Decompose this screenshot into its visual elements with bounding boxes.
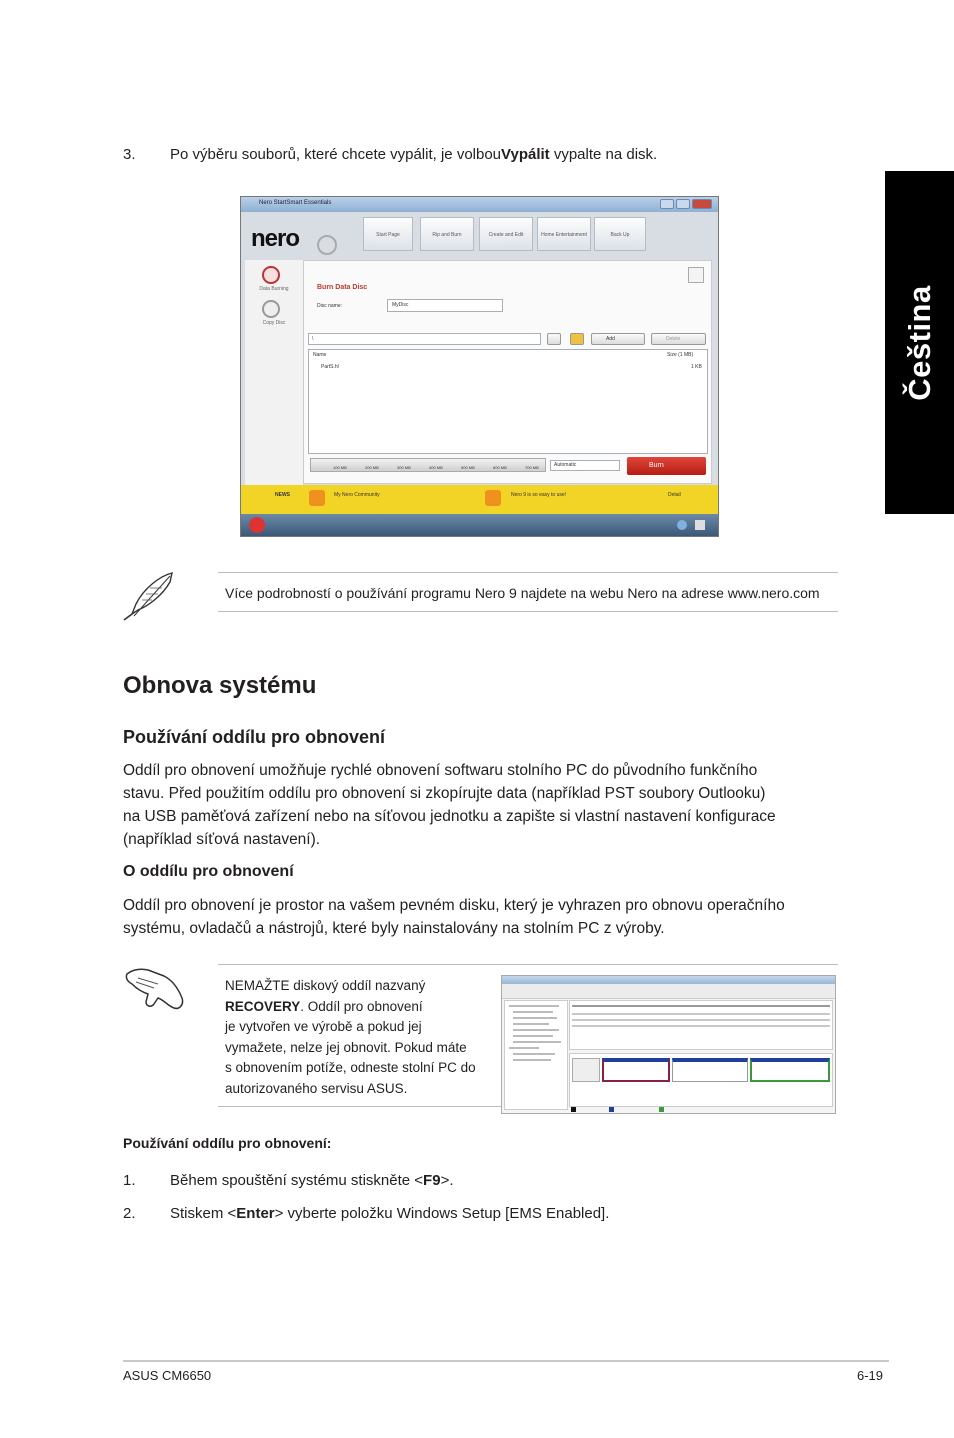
about-paragraph: [123, 894, 785, 940]
close-icon: [692, 199, 712, 209]
warning-hand-icon: [124, 962, 186, 1012]
step-text: Během spouštění systému stiskněte <F9>.: [170, 1172, 454, 1189]
step-number: 3.: [123, 146, 136, 163]
nero-news-bar: [241, 485, 718, 514]
folder-icon: [570, 333, 584, 345]
ruler-tick: 600 MB: [493, 465, 507, 470]
ruler-tick: 100 MB: [333, 465, 347, 470]
nero-screenshot: [240, 196, 719, 537]
paragraph-line: stavu. Před použitím oddílu pro obnovení si zkopírujte data (například PST soubory Outlooku): [123, 785, 766, 802]
disc-name-label: Disc name:: [317, 303, 343, 309]
mode-dropdown: Automatic: [550, 460, 620, 471]
step-3: [123, 145, 823, 165]
disc-name-input: MyDisc: [387, 299, 503, 312]
dm-volume-table: [569, 1000, 833, 1050]
about-heading: O oddílu pro obnovení: [123, 863, 294, 880]
warning-top-rule: [218, 964, 838, 965]
ruler-tick: 400 MB: [429, 465, 443, 470]
dm-titlebar: [502, 976, 835, 984]
warning-line: RECOVERY. Oddíl pro obnovení: [225, 998, 423, 1014]
community-label: My Nero Community: [334, 492, 380, 498]
file-name: PartS.hl: [321, 364, 339, 370]
copy-disc-icon: [262, 300, 280, 318]
warning-line: NEMAŽTE diskový oddíl nazvaný: [225, 978, 426, 993]
paragraph-line: Oddíl pro obnovení je prostor na vašem pevném disku, který je vyhrazen pro obnovu operačního: [123, 897, 785, 914]
paragraph-line: Oddíl pro obnovení umožňuje rychlé obnovení softwaru stolního PC do původního funkčního: [123, 762, 758, 779]
subsection-heading: Používání oddílu pro obnovení: [123, 727, 385, 747]
file-size: 1 KB: [691, 364, 702, 370]
disc-icon: [317, 235, 337, 255]
note-feather-icon: [122, 570, 178, 624]
section-heading: Obnova systému: [123, 672, 317, 699]
nero-bottom-bar: [241, 514, 718, 536]
warning-line: s obnovením potíže, odneste stolní PC do: [225, 1060, 476, 1075]
tab-home-entertainment: Home Entertainment: [537, 217, 591, 251]
nero-title: Nero StartSmart Essentials: [259, 200, 332, 206]
step-number: 1.: [123, 1172, 136, 1189]
tip-label: Nero 9 is so easy to use!: [511, 492, 567, 498]
capacity-ruler: [310, 458, 546, 472]
warning-bottom-rule: [218, 1106, 501, 1107]
detail-label: Detail: [668, 492, 681, 498]
nero-left-pane: [245, 260, 303, 515]
tab-start-page: Start Page: [363, 217, 413, 251]
tab-back-up: Back Up: [594, 217, 646, 251]
burn-button: Burn: [627, 457, 706, 475]
note-bottom-rule: [218, 611, 838, 612]
step-number: 2.: [123, 1205, 136, 1222]
rss-icon: [485, 490, 501, 506]
settings-icon: [695, 520, 705, 530]
ruler-tick: 700 MB: [525, 465, 539, 470]
nero-titlebar: [241, 197, 718, 212]
ruler-tick: 300 MB: [397, 465, 411, 470]
dm-legend: [569, 1107, 833, 1113]
footer-rule: [123, 1360, 889, 1362]
paragraph-line: na USB paměťová zařízení nebo na síťovou jednotku a zapište si vlastní nastavení konfigurace: [123, 808, 776, 825]
paragraph-line: (například síťová nastavení).: [123, 831, 321, 848]
data-burning-icon: [262, 266, 280, 284]
dm-disk-graphic: [569, 1053, 833, 1107]
step-2: [123, 1204, 823, 1224]
nero-logo: nero: [251, 225, 300, 252]
left-item-copy-disc: Copy Disc: [262, 320, 286, 326]
rss-icon: [309, 490, 325, 506]
footer-page-number: 6-19: [857, 1368, 884, 1383]
warning-line: autorizovaného servisu ASUS.: [225, 1080, 408, 1096]
news-label: NEWS: [275, 492, 290, 498]
minimize-icon: [660, 199, 674, 209]
recovery-partition: [602, 1058, 670, 1082]
info-icon: [677, 520, 687, 530]
usage-heading: Používání oddílu pro obnovení:: [123, 1135, 332, 1151]
warning-text: [225, 976, 476, 1099]
tab-create-edit: Create and Edit: [479, 217, 533, 251]
warning-line: je vytvořen ve výrobě a pokud jej: [225, 1019, 422, 1034]
nero-home-icon: [249, 517, 265, 533]
system-partition: [672, 1058, 748, 1082]
left-item-data-burning: Data Burning: [259, 286, 289, 292]
disk-management-screenshot: [501, 975, 836, 1114]
step-text: Po výběru souborů, které chcete vypálit, je volbouVypálit vypalte na disk.: [170, 146, 658, 163]
burn-data-disc-title: Burn Data Disc: [317, 284, 368, 291]
dm-tree-pane: [504, 1000, 568, 1110]
note-top-rule: [218, 572, 838, 573]
folder-up-icon: [547, 333, 561, 345]
step-1: [123, 1171, 823, 1191]
file-list: [308, 349, 708, 454]
step-text: Stiskem <Enter> vyberte položku Windows Setup [EMS Enabled].: [170, 1205, 610, 1222]
ruler-tick: 200 MB: [365, 465, 379, 470]
note-text: Více podrobností o používání programu Nero 9 najdete na webu Nero na adrese www.nero.com: [225, 585, 820, 601]
delete-button: Delete: [651, 333, 706, 345]
recovery-paragraph: [123, 759, 776, 851]
help-icon: [688, 267, 704, 283]
path-dropdown: \: [308, 333, 541, 345]
paragraph-line: systému, ovladačů a nástrojů, které byly nainstalovány na stolním PC z výroby.: [123, 920, 665, 937]
data-partition: [750, 1058, 830, 1082]
language-tab: [885, 171, 954, 514]
dm-toolbar: [502, 984, 835, 999]
maximize-icon: [676, 199, 690, 209]
col-size: Size (1 MB): [667, 352, 694, 358]
ruler-tick: 500 MB: [461, 465, 475, 470]
language-tab-label: Čeština: [901, 284, 937, 401]
tab-rip-burn: Rip and Burn: [420, 217, 474, 251]
warning-line: vymažete, nelze jej obnovit. Pokud máte: [225, 1039, 467, 1055]
add-button: Add: [591, 333, 645, 345]
footer-model: ASUS CM6650: [123, 1368, 212, 1383]
col-name: Name: [313, 352, 327, 358]
